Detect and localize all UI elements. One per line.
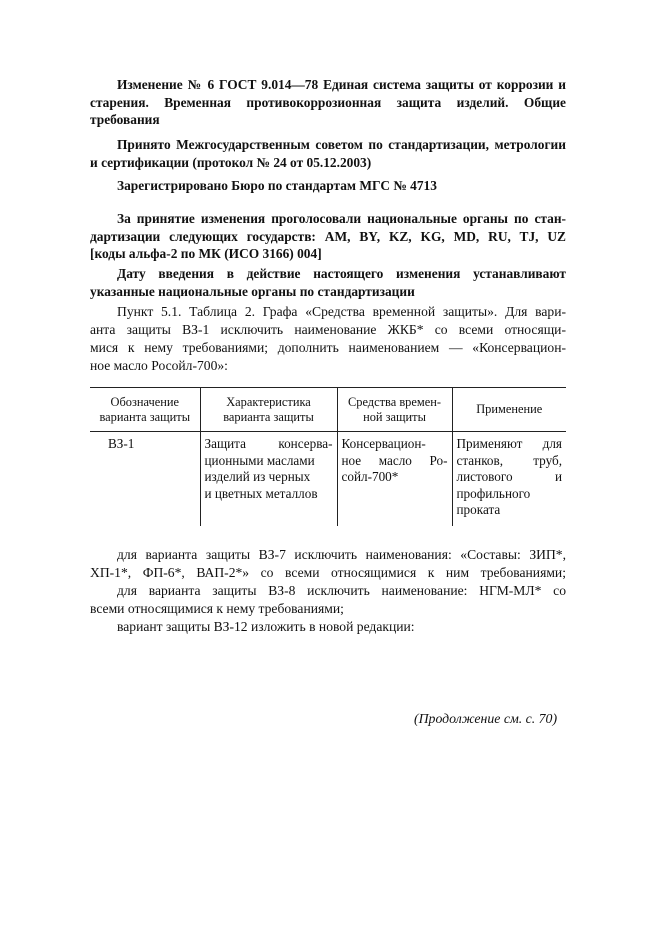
continuation-note: (Продолжение см. с. 70) [414, 711, 558, 726]
clause-line: ное масло Росойл-700»: [90, 358, 228, 373]
change-line: для варианта защиты ВЗ-8 исключить наименование: НГМ-МЛ* со [117, 583, 566, 598]
amendment-title: Изменение № 6 ГОСТ 9.014—78 Единая система защиты от коррозии и старения. Временная противокоррозионная защита изделий. Общие требования [90, 77, 566, 127]
clause-line: мися к нему требованиями; дополнить наименованием — «Консервацион- [90, 340, 566, 355]
cell-means: Консервацион- ное масло Ро- сойл-700* [337, 432, 452, 526]
registration: Зарегистрировано Бюро по стандартам МГС № 4713 [117, 178, 437, 193]
header-designation: Обозначение варианта защиты [90, 388, 200, 432]
header-application: Применение [452, 388, 566, 432]
clause-line: анта защиты ВЗ-1 исключить наименование ЖКБ* со всеми относящи- [90, 322, 566, 337]
table-row [90, 432, 566, 526]
protection-table [90, 387, 566, 526]
change-line: для варианта защиты ВЗ-7 исключить наименования: «Составы: ЗИП*, [117, 547, 566, 562]
cell-characteristic: Защита консерва- ционными маслами изделий из черных и цветных металлов [200, 432, 337, 526]
clause-intro [90, 303, 566, 375]
accepted-by: Принято Межгосударственным советом по стандартизации, метрологии и сертификации (протокол № 24 от 05.12.2003) [90, 137, 566, 170]
changes-block [90, 546, 566, 636]
header-characteristic: Характеристика варианта защиты [200, 388, 337, 432]
change-line: ХП-1*, ФП-6*, ВАП-2*» со всеми относящимися к ним требованиями; [90, 565, 566, 580]
voting-block [90, 210, 566, 263]
voting-line: За принятие изменения проголосовали национальные органы по стан- [117, 211, 566, 226]
voting-line: [коды альфа-2 по МК (ИСО 3166) 004] [90, 246, 322, 261]
change-line: всеми относящимися к нему требованиями; [90, 601, 344, 616]
clause-line: Пункт 5.1. Таблица 2. Графа «Средства временной защиты». Для вари- [117, 304, 566, 319]
table-header-row [90, 388, 566, 432]
header-means: Средства времен- ной защиты [337, 388, 452, 432]
cell-application: Применяют для станков, труб, листового и профильного проката [452, 432, 566, 526]
effective-date: Дату введения в действие настоящего изменения устанавливают указанные национальные органы по стандартизации [90, 266, 566, 299]
change-line: вариант защиты ВЗ-12 изложить в новой редакции: [117, 619, 415, 634]
cell-variant: ВЗ-1 [108, 436, 135, 451]
voting-line: дартизации следующих государств: AM, BY, KZ, KG, MD, RU, TJ, UZ [90, 228, 566, 244]
